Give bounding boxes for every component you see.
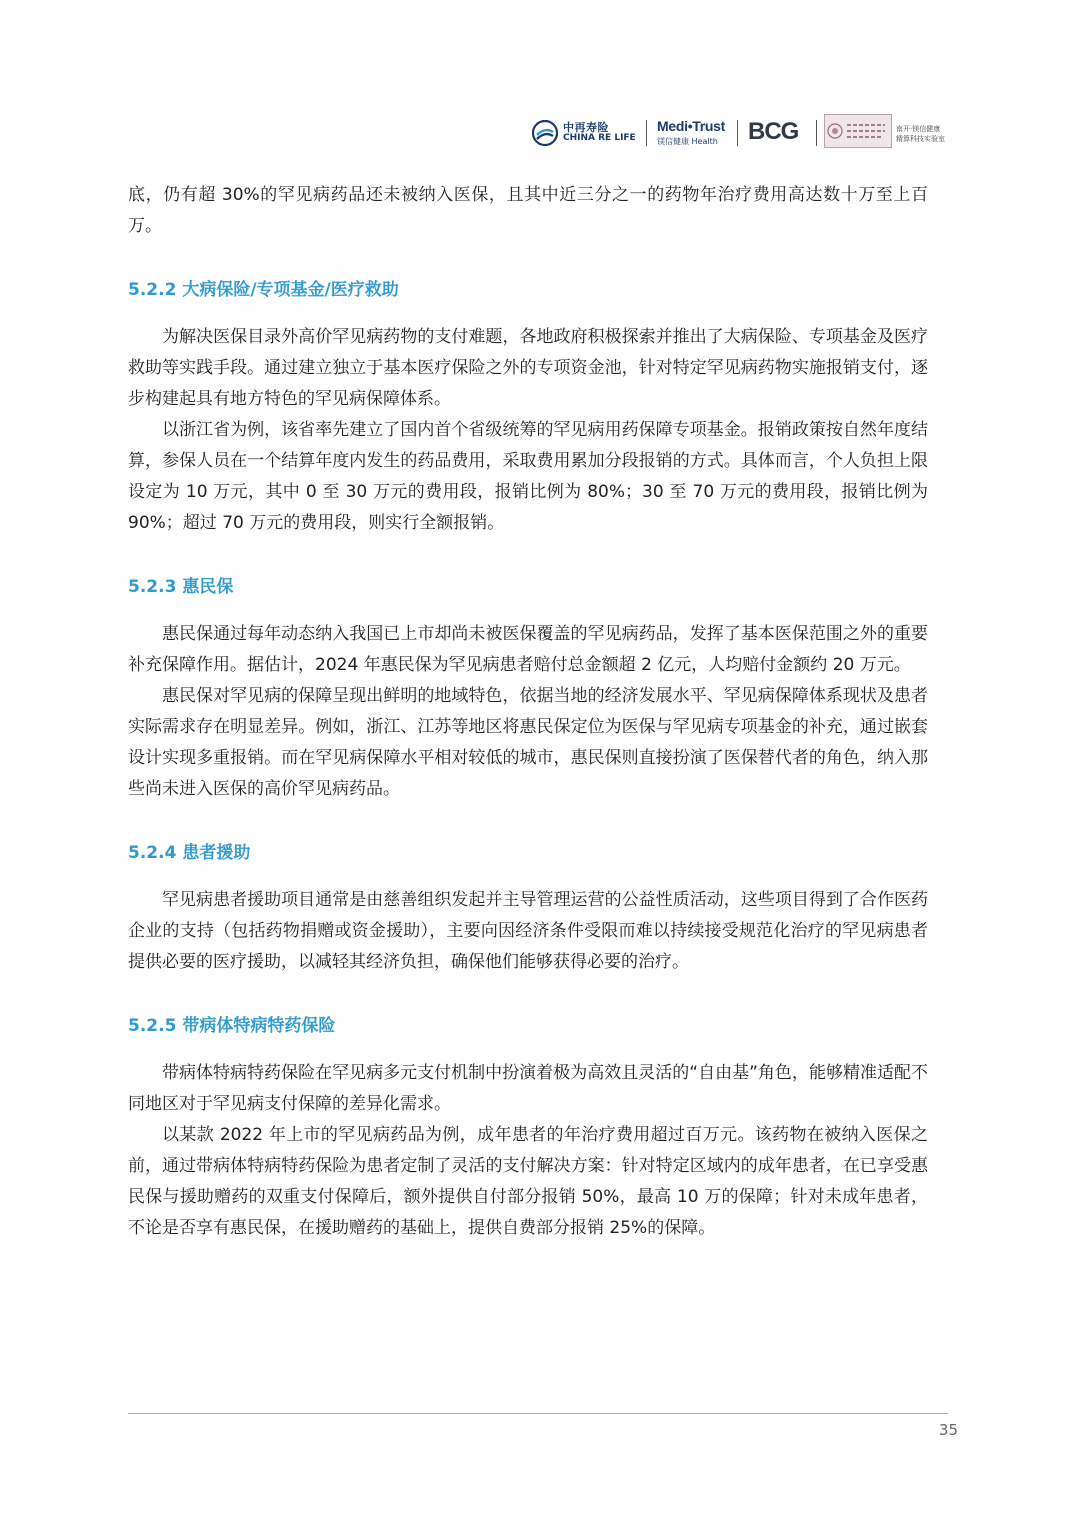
body-paragraph: 以某款 2022 年上市的罕见病药品为例，成年患者的年治疗费用超过百万元。该药物在被纳入医保之前，通过带病体特病特药保险为患者定制了灵活的支付解决方案：针对特定区域内的成年患者，在已享受惠民保与援助赠药的双重支付保障后，额外提供自付部分报销 50%，最高 10 万的保障；针对未成年患者，不论是否享有惠民保，在援助赠药的基础上，提供自费部分报销 25%的保障。 bbox=[128, 1125, 928, 1238]
meditrust-logo bbox=[657, 118, 727, 148]
meditrust-subtitle: 镁信健康 Health bbox=[657, 137, 718, 146]
section-spacer bbox=[128, 539, 928, 572]
header-logos bbox=[532, 112, 952, 152]
china-re-life-logo bbox=[532, 118, 644, 148]
section-spacer bbox=[128, 978, 928, 1011]
section-spacer bbox=[128, 1042, 928, 1058]
lab-name-line2: 精算科技实验室 bbox=[896, 135, 945, 143]
bcg-logo: BCG bbox=[748, 118, 799, 145]
body-paragraph: 罕见病患者援助项目通常是由慈善组织发起并主导管理运营的公益性质活动，这些项目得到了合作医药企业的支持（包括药物捐赠或资金援助），主要向因经济条件受限而难以持续接受规范化治疗的罕见病患者提供必要的医疗援助，以减轻其经济负担，确保他们能够获得必要的治疗。 bbox=[128, 890, 928, 972]
logo-divider bbox=[737, 120, 738, 146]
nankai-meditrust-lab-logo bbox=[824, 112, 948, 152]
section-heading: 5.2.2 大病保险/专项基金/医疗救助 bbox=[128, 280, 399, 300]
section-spacer bbox=[128, 306, 928, 322]
body-paragraph: 惠民保对罕见病的保障呈现出鲜明的地域特色，依据当地的经济发展水平、罕见病保障体系现状及患者实际需求存在明显差异。例如，浙江、江苏等地区将惠民保定位为医保与罕见病专项基金的补充，通过嵌套设计实现多重报销。而在罕见病保障水平相对较低的城市，惠民保则直接扮演了医保替代者的角色，纳入那些尚未进入医保的高价罕见病药品。 bbox=[128, 686, 928, 799]
body-paragraph: 惠民保通过每年动态纳入我国已上市却尚未被医保覆盖的罕见病药品，发挥了基本医保范围之外的重要补充保障作用。据估计，2024 年惠民保为罕见病患者赔付总金额超 2 亿元，人均赔付金额约 20 万元。 bbox=[128, 624, 928, 675]
section-heading: 5.2.4 患者援助 bbox=[128, 843, 251, 863]
body-paragraph: 带病体特病特药保险在罕见病多元支付机制中扮演着极为高效且灵活的“自由基”角色，能够精准适配不同地区对于罕见病支付保障的差异化需求。 bbox=[128, 1063, 928, 1114]
lab-seal-icon bbox=[824, 114, 892, 148]
body-paragraph: 以浙江省为例，该省率先建立了国内首个省级统筹的罕见病用药保障专项基金。报销政策按自然年度结算，参保人员在一个结算年度内发生的药品费用，采取费用累加分段报销的方式。具体而言，个人负担上限设定为 10 万元，其中 0 至 30 万元的费用段，报销比例为 80%；30 至 70 万元的费用段，报销比例为 90%；超过 70 万元的费用段，则实行全额报销。 bbox=[128, 420, 928, 533]
section-spacer bbox=[128, 242, 928, 275]
page-number: 35 bbox=[938, 1421, 958, 1439]
logo-divider bbox=[816, 120, 817, 146]
china-re-life-cn: 中再寿险 bbox=[563, 121, 609, 134]
logo-divider bbox=[646, 120, 647, 146]
meditrust-name: Medi•Trust bbox=[657, 118, 726, 134]
footer-divider bbox=[128, 1413, 948, 1414]
section-spacer bbox=[128, 603, 928, 619]
section-heading: 5.2.3 惠民保 bbox=[128, 577, 234, 597]
body-paragraph: 底，仍有超 30%的罕见病药品还未被纳入医保，且其中近三分之一的药物年治疗费用高达数十万至上百万。 bbox=[128, 185, 928, 236]
document-body bbox=[128, 180, 928, 1244]
china-re-life-en: CHINA RE LIFE bbox=[563, 133, 636, 143]
section-heading: 5.2.5 带病体特病特药保险 bbox=[128, 1016, 336, 1036]
lab-name-line1: 南开·镁信健康 bbox=[896, 125, 941, 133]
section-spacer bbox=[128, 805, 928, 838]
china-re-life-emblem-icon bbox=[532, 120, 558, 146]
body-paragraph: 为解决医保目录外高价罕见病药物的支付难题，各地政府积极探索并推出了大病保险、专项基金及医疗救助等实践手段。通过建立独立于基本医疗保险之外的专项资金池，针对特定罕见病药物实施报销支付，逐步构建起具有地方特色的罕见病保障体系。 bbox=[128, 327, 928, 409]
section-spacer bbox=[128, 869, 928, 885]
lab-seal-artwork-icon bbox=[825, 115, 891, 147]
